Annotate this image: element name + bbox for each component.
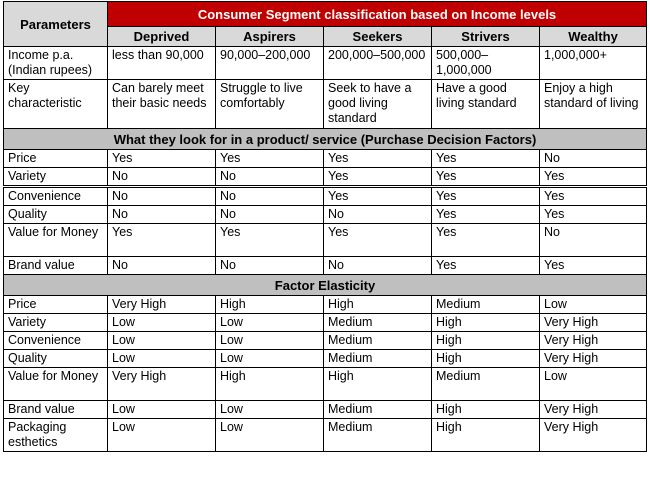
table-cell: Yes [540,168,647,187]
table-cell: No [216,168,324,187]
table-cell: Medium [324,350,432,368]
table-cell: No [540,150,647,168]
table-cell: Low [108,401,216,419]
row-label: Quality [4,206,108,224]
table-cell: Medium [432,296,540,314]
table-cell: Yes [432,257,540,275]
table-cell: Very High [540,419,647,452]
table-cell: Yes [324,187,432,206]
table-cell: Medium [324,401,432,419]
row-label: Quality [4,350,108,368]
row-label: Convenience [4,187,108,206]
table-cell: Medium [324,314,432,332]
segment-header: Aspirers [216,27,324,47]
table-cell: High [432,314,540,332]
table-cell: Low [108,314,216,332]
table-row [4,150,647,168]
table-cell: High [432,332,540,350]
table-cell: Yes [540,187,647,206]
table-cell: High [324,368,432,401]
table-cell: Medium [324,419,432,452]
table-cell: No [216,187,324,206]
table-cell: Yes [324,168,432,187]
table-row [4,80,647,129]
table-cell: Struggle to live comfortably [216,80,324,129]
row-label: Value for Money [4,224,108,257]
table-cell: No [216,206,324,224]
table-cell: Yes [324,224,432,257]
table-cell: less than 90,000 [108,47,216,80]
segment-header: Wealthy [540,27,647,47]
table-cell: 1,000,000+ [540,47,647,80]
table-cell: Have a good living standard [432,80,540,129]
table-cell: No [108,168,216,187]
table-cell: Low [216,419,324,452]
parameters-header: Parameters [4,2,108,47]
table-row [4,314,647,332]
table-row [4,419,647,452]
table-cell: High [432,401,540,419]
table-cell: Very High [540,401,647,419]
table-cell: Low [108,332,216,350]
table-cell: No [324,206,432,224]
table-title: Consumer Segment classification based on Income levels [108,2,647,27]
table-cell: Can barely meet their basic needs [108,80,216,129]
table-cell: Seek to have a good living standard [324,80,432,129]
table-row [4,296,647,314]
table-cell: 500,000–1,000,000 [432,47,540,80]
table-cell: Very High [540,350,647,368]
table-cell: Low [108,419,216,452]
segment-header: Deprived [108,27,216,47]
table-cell: Yes [432,224,540,257]
table-row [4,368,647,401]
row-label: Value for Money [4,368,108,401]
table-cell: Medium [324,332,432,350]
table-cell: No [108,257,216,275]
table-cell: High [432,350,540,368]
title-row [4,2,647,27]
table-cell: Low [216,401,324,419]
table-cell: Yes [216,224,324,257]
table-cell: Very High [540,332,647,350]
row-label: Key characteristic [4,80,108,129]
table-cell: Yes [540,257,647,275]
table-cell: Low [216,350,324,368]
table-cell: Low [540,368,647,401]
row-label: Brand value [4,257,108,275]
table-cell: No [216,257,324,275]
table-cell: Enjoy a high standard of living [540,80,647,129]
table-row [4,401,647,419]
table-cell: Yes [324,150,432,168]
section-header-factor-elasticity: Factor Elasticity [4,275,647,296]
table-cell: Medium [432,368,540,401]
row-label: Brand value [4,401,108,419]
segment-header: Seekers [324,27,432,47]
table-cell: No [108,206,216,224]
table-cell: Yes [432,187,540,206]
segment-header: Strivers [432,27,540,47]
row-label: Income p.a. (Indian rupees) [4,47,108,80]
table-cell: 90,000–200,000 [216,47,324,80]
section-header-row [4,275,647,296]
table-cell: Very High [108,296,216,314]
table-row [4,332,647,350]
table-cell: High [432,419,540,452]
table-cell: Very High [540,314,647,332]
section-header-row [4,129,647,150]
table-row [4,224,647,257]
table-cell: Yes [108,224,216,257]
table-row [4,257,647,275]
table-cell: Yes [432,150,540,168]
table-cell: Low [216,314,324,332]
consumer-segment-table [3,1,647,452]
row-label: Convenience [4,332,108,350]
table-cell: Yes [216,150,324,168]
table-cell: Yes [108,150,216,168]
table-cell: 200,000–500,000 [324,47,432,80]
table-row [4,47,647,80]
table-cell: Low [540,296,647,314]
consumer-segment-table-container [3,1,647,452]
table-row [4,168,647,187]
table-cell: High [324,296,432,314]
table-cell: Yes [540,206,647,224]
row-label: Price [4,150,108,168]
table-cell: No [324,257,432,275]
row-label: Packaging esthetics [4,419,108,452]
row-label: Variety [4,168,108,187]
table-row [4,206,647,224]
table-cell: Low [216,332,324,350]
table-row [4,187,647,206]
table-cell: High [216,368,324,401]
section-header-purchase-factors: What they look for in a product/ service (Purchase Decision Factors) [4,129,647,150]
table-cell: No [108,187,216,206]
table-cell: Very High [108,368,216,401]
table-cell: Yes [432,206,540,224]
table-cell: Yes [432,168,540,187]
table-cell: High [216,296,324,314]
table-row [4,350,647,368]
table-cell: No [540,224,647,257]
row-label: Variety [4,314,108,332]
table-cell: Low [108,350,216,368]
row-label: Price [4,296,108,314]
